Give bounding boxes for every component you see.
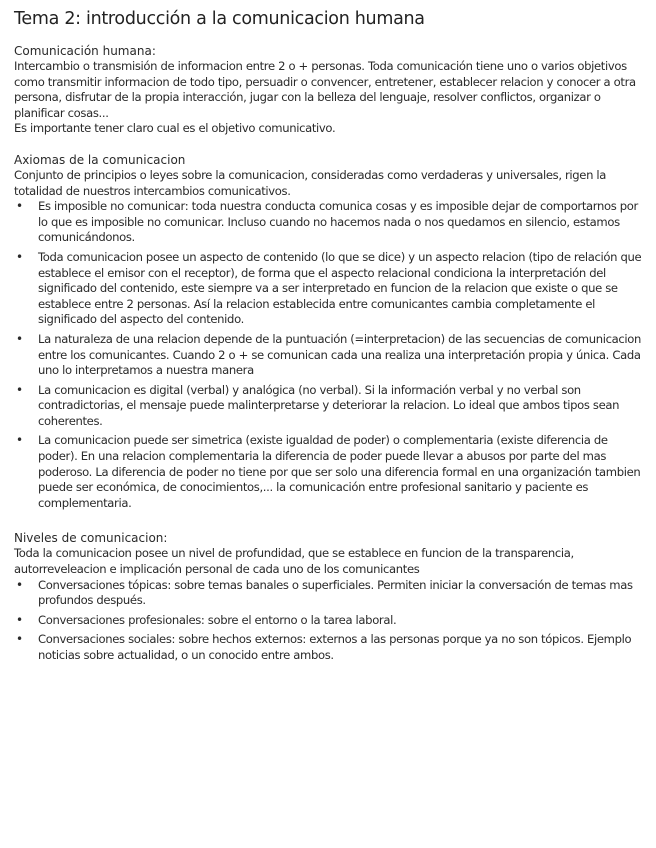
list-item xyxy=(14,578,642,609)
section-niveles xyxy=(14,531,642,663)
list-item-text: Conversaciones tópicas: sobre temas banales o superficiales. Permiten iniciar la conversación de temas mas profundos después. xyxy=(38,577,633,608)
list-item-text: Es imposible no comunicar: toda nuestra conducta comunica cosas y es imposible dejar de comportarnos por lo que es imposible no comunicar. Incluso cuando no hacemos nada o nos quedamos en silencio, estamos comunicándonos. xyxy=(38,199,638,245)
section-heading: Niveles de comunicacion: xyxy=(14,531,168,546)
definition-paragraph: Intercambio o transmisión de informacion entre 2 o + personas. Toda comunicación tiene uno o varios objetivos como transmitir informacion de todo tipo, persuadir o convencer, entretener, establecer relacion y conocer a otra persona, disfrutar de la propia interacción, jugar con la belleza del lenguaje, resolver conflictos, organizar o planificar cosas... xyxy=(14,59,636,120)
objective-paragraph: Es importante tener claro cual es el objetivo comunicativo. xyxy=(14,121,336,136)
bullet-icon: • xyxy=(16,249,23,264)
bullet-icon: • xyxy=(16,632,23,647)
list-item xyxy=(14,383,642,430)
niveles-list xyxy=(14,578,642,664)
niveles-intro: Toda la comunicacion posee un nivel de profundidad, que se establece en funcion de la transparencia, autorreveleacion e implicación personal de cada uno de los comunicantes xyxy=(14,546,574,577)
bullet-icon: • xyxy=(16,199,23,214)
section-heading: Comunicación humana: xyxy=(14,44,156,58)
list-item xyxy=(14,433,642,511)
bullet-icon: • xyxy=(16,612,23,627)
list-item xyxy=(14,332,642,379)
list-item-text: Toda comunicacion posee un aspecto de contenido (lo que se dice) y un aspecto relacion (tipo de relación que establece el emisor con el receptor), de forma que el aspecto relacional condiciona la interpretación del significado del contenido, este siempre va a ser interpretado en funcion de la relacion que existe o que se establece entre 2 personas. Así la relacion establecida entre comunicantes cambia completamente el significado del aspecto del contenido. xyxy=(38,249,642,327)
list-item-text: Conversaciones sociales: sobre hechos externos: externos a las personas porque ya no son tópicos. Ejemplo noticias sobre actualidad, o un conocido entre ambos. xyxy=(38,632,632,662)
axiomas-list xyxy=(14,199,642,511)
section-axiomas xyxy=(14,153,642,511)
spacer xyxy=(14,515,642,531)
section-comunicacion-humana xyxy=(14,44,642,137)
section-heading: Axiomas de la comunicacion xyxy=(14,152,186,167)
bullet-icon: • xyxy=(16,577,23,592)
list-item-text: La naturaleza de una relacion depende de la puntuación (=interpretacion) de las secuencias de comunicacion entre los comunicantes. Cuando 2 o + se comunican cada una realiza una interpretación propia y única. Cada uno lo interpretamos a nuestra manera xyxy=(38,331,641,378)
list-item-text: La comunicacion puede ser simetrica (existe igualdad de poder) o complementaria (existe diferencia de poder). En una relacion complementaria la diferencia de poder puede llevar a abusos por parte del mas poderoso. La diferencia de poder no tiene por que ser solo una diferencia formal en una organización tambien puede ser económica, de conocimientos,... la comunicación entre profesional sanitario y paciente es complementaria. xyxy=(38,433,641,510)
axiomas-intro: Conjunto de principios o leyes sobre la comunicacion, consideradas como verdaderas y universales, rigen la totalidad de nuestros intercambios comunicativos. xyxy=(14,167,607,198)
list-item xyxy=(14,632,642,663)
page-title: Tema 2: introducción a la comunicacion humana xyxy=(14,9,425,29)
bullet-icon: • xyxy=(16,382,23,397)
list-item xyxy=(14,199,642,246)
list-item xyxy=(14,613,642,629)
list-item-text: La comunicacion es digital (verbal) y analógica (no verbal). Si la información verbal y no verbal son contradictorias, el mensaje puede malinterpretarse y deteriorar la relacion. Lo ideal que ambos tipos sean coherentes. xyxy=(38,382,620,428)
spacer xyxy=(14,137,642,153)
list-item xyxy=(14,250,642,328)
list-item-text: Conversaciones profesionales: sobre el entorno o la tarea laboral. xyxy=(38,612,397,627)
bullet-icon: • xyxy=(16,331,23,346)
bullet-icon: • xyxy=(16,433,23,448)
